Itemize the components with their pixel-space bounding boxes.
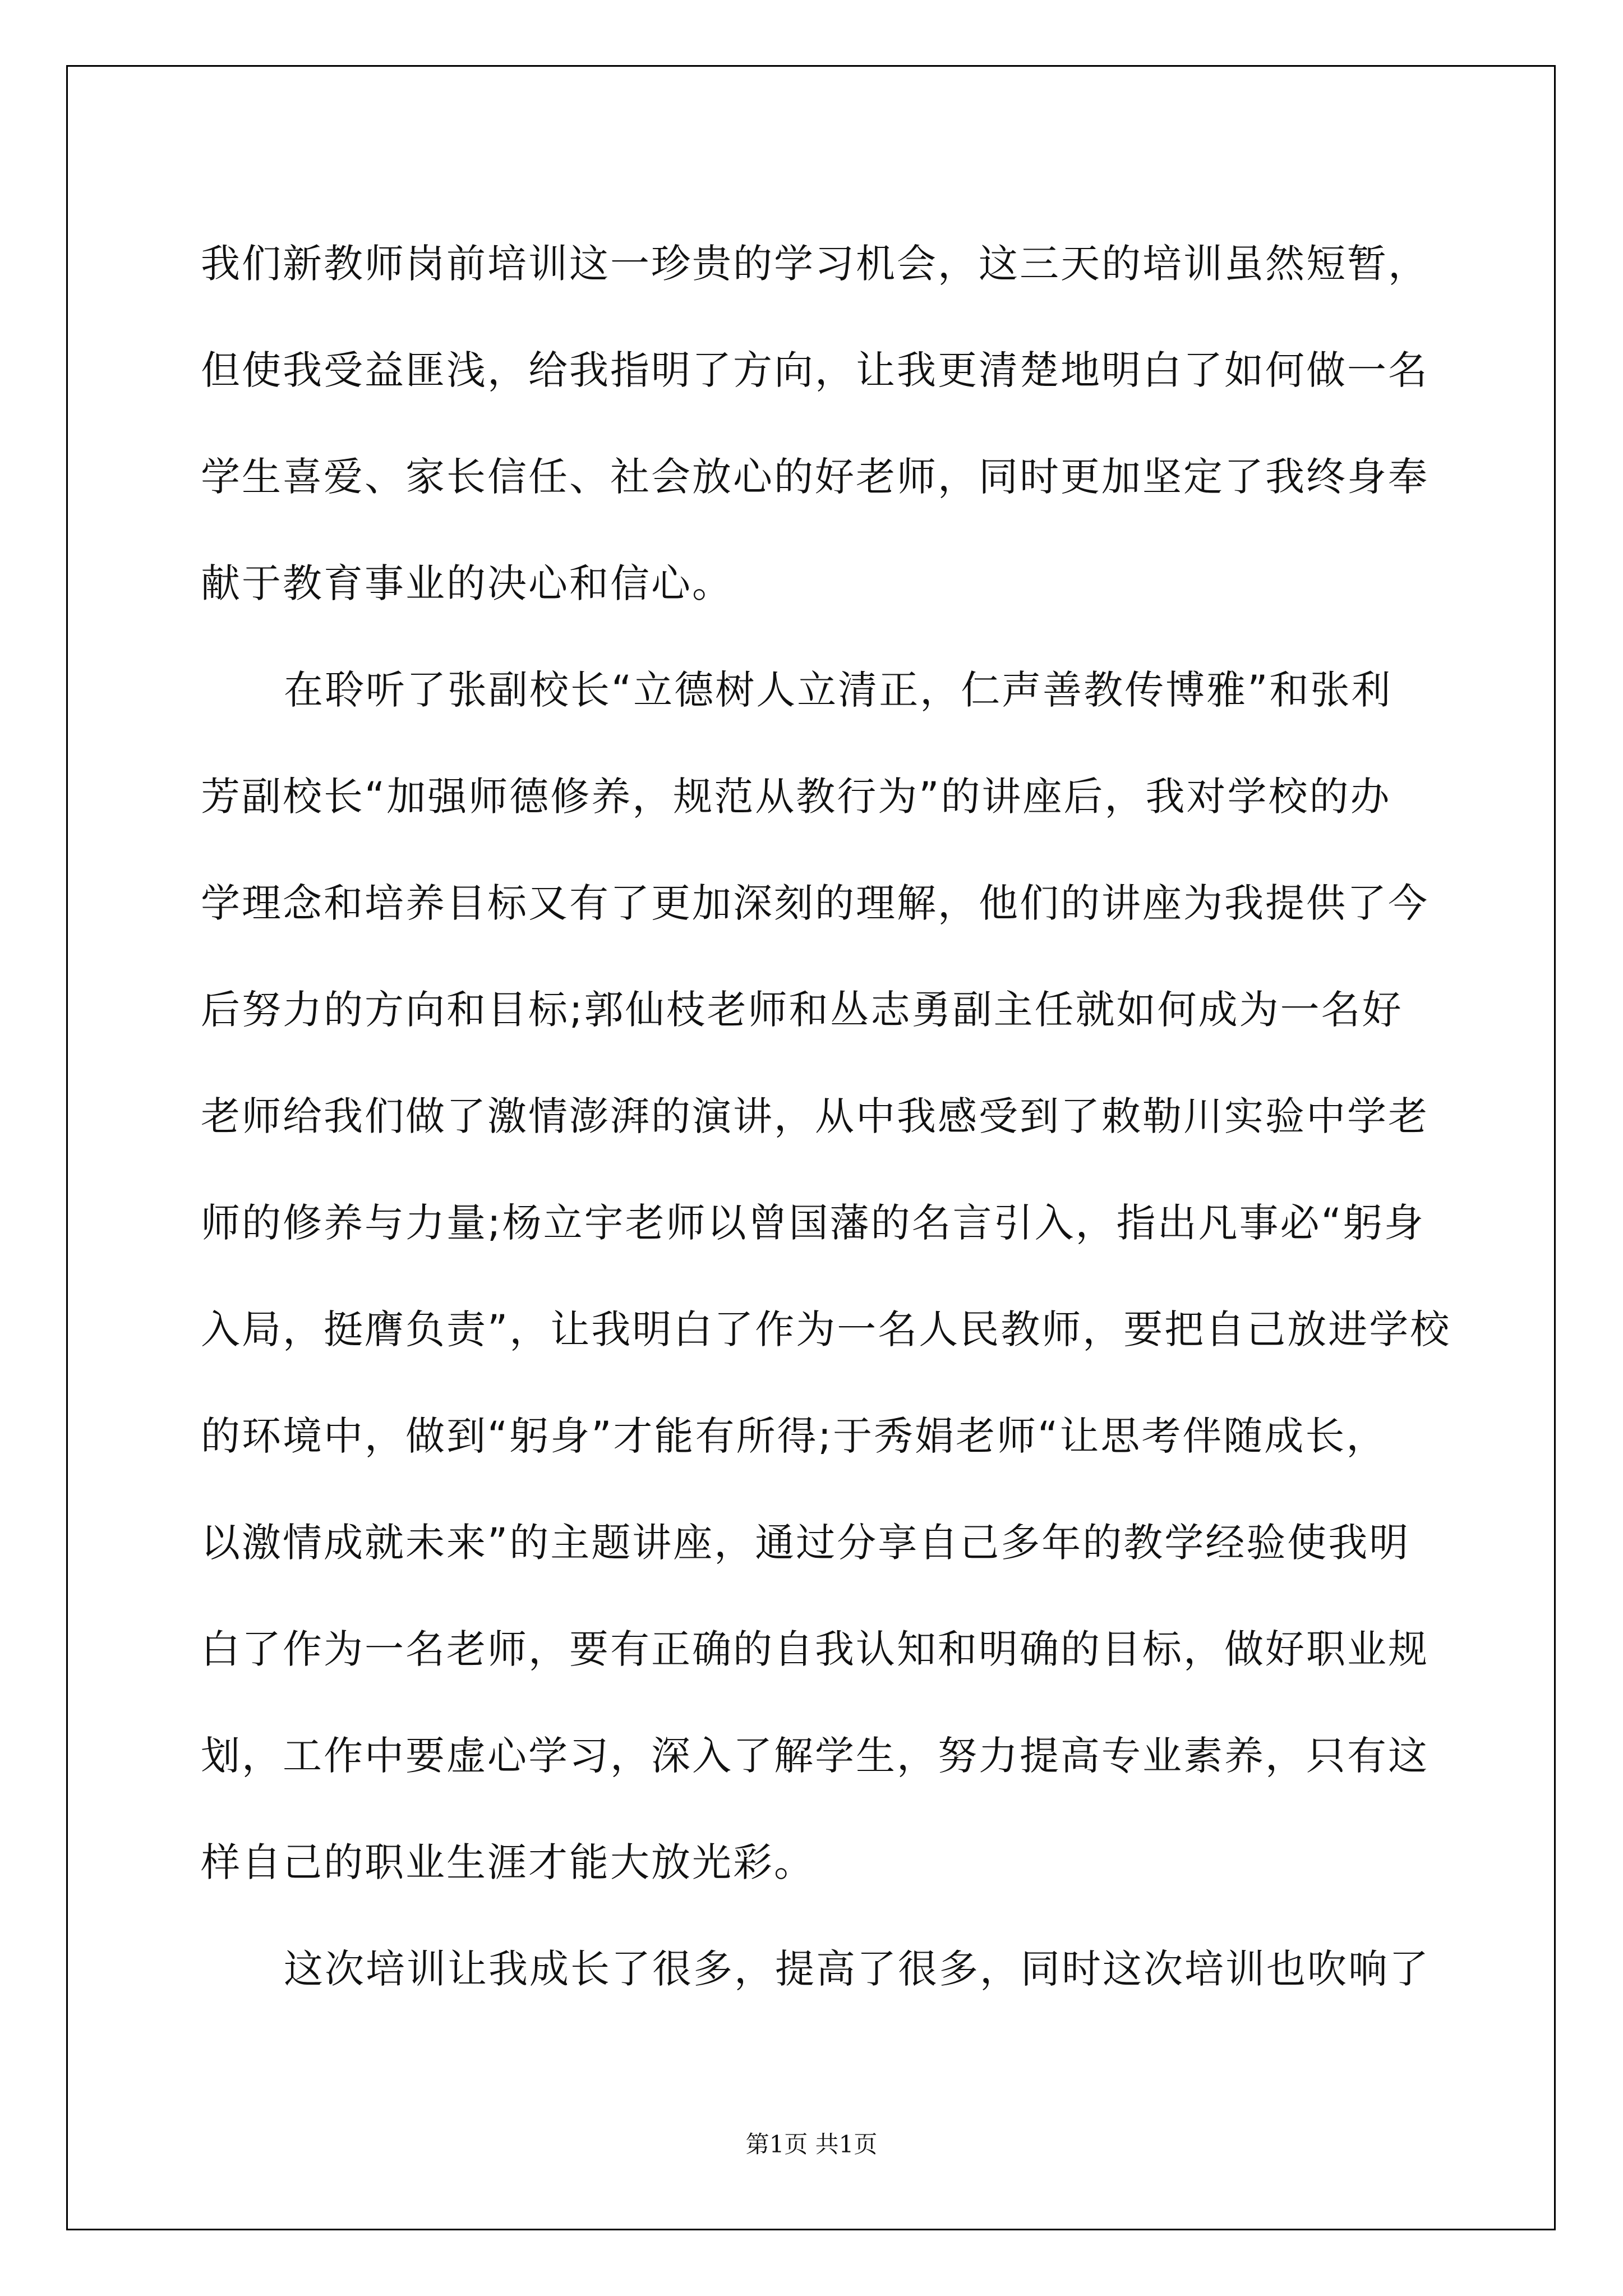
text-line: 以激情成就未来”的主题讲座，通过分享自己多年的教学经验使我明 xyxy=(201,1520,1410,1566)
text-line: 在聆听了张副校长“立德树人立清正，仁声善教传博雅”和张利 xyxy=(284,667,1393,713)
text-line: 白了作为一名老师，要有正确的自我认知和明确的目标，做好职业规 xyxy=(201,1626,1429,1672)
text-line: 划，工作中要虚心学习，深入了解学生，努力提高专业素养，只有这 xyxy=(201,1733,1429,1779)
text-line: 老师给我们做了激情澎湃的演讲，从中我感受到了敕勒川实验中学老 xyxy=(201,1093,1429,1139)
text-line: 献于教育事业的决心和信心。 xyxy=(201,560,733,606)
text-line: 学生喜爱、家长信任、社会放心的好老师，同时更加坚定了我终身奉 xyxy=(201,454,1429,500)
text-line: 师的修养与力量;杨立宇老师以曾国藩的名言引入，指出凡事必“躬身 xyxy=(201,1200,1425,1246)
text-line: 的环境中，做到“躬身”才能有所得;于秀娟老师“让思考伴随成长， xyxy=(201,1413,1387,1459)
page-number-footer: 第1页 共1页 xyxy=(745,2131,878,2158)
document-body xyxy=(201,210,1451,2022)
text-line: 我们新教师岗前培训这一珍贵的学习机会，这三天的培训虽然短暂， xyxy=(201,241,1429,287)
text-line: 入局，挺膺负责”，让我明白了作为一名人民教师，要把自己放进学校 xyxy=(201,1306,1451,1352)
text-line: 这次培训让我成长了很多，提高了很多，同时这次培训也吹响了 xyxy=(284,1946,1430,1992)
text-line: 后努力的方向和目标;郭仙枝老师和丛志勇副主任就如何成为一名好 xyxy=(201,987,1403,1033)
text-line: 但使我受益匪浅，给我指明了方向，让我更清楚地明白了如何做一名 xyxy=(201,347,1429,393)
text-line: 样自己的职业生涯才能大放光彩。 xyxy=(201,1839,815,1885)
text-line: 学理念和培养目标又有了更加深刻的理解，他们的讲座为我提供了今 xyxy=(201,880,1429,926)
text-line: 芳副校长“加强师德修养，规范从教行为”的讲座后，我对学校的办 xyxy=(201,774,1391,820)
